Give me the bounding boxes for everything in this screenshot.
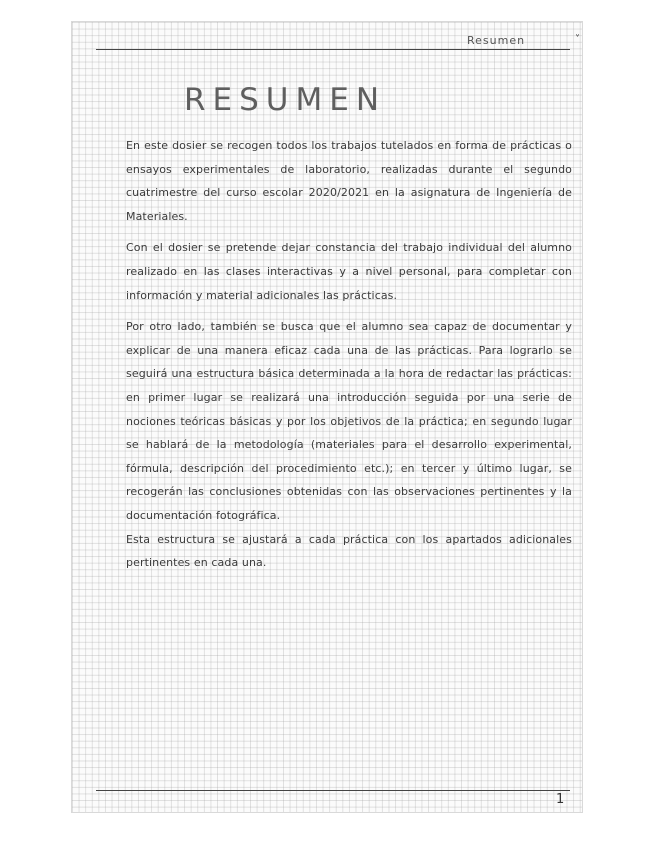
paragraph-intro: En este dosier se recogen todos los trabajos tutelados en forma de prácticas o ensayos experimentales de laboratorio, realizadas durante el segundo cuatrimestre del curso escolar 2020/2021 en la asignatura de Ingeniería de Materiales. [126,139,572,223]
body-text [126,134,572,575]
corner-mark: ˅ [575,34,580,45]
page-title: RESUMEN [184,82,387,118]
bottom-rule-line [96,790,570,791]
paragraph-purpose: Con el dosier se pretende dejar constancia del trabajo individual del alumno realizado en las clases interactivas y a nivel personal, para completar con información y material adicionales las prácticas. [126,241,572,302]
paragraph-structure: Por otro lado, también se busca que el alumno sea capaz de documentar y explicar de una manera eficaz cada una de las prácticas. Para lograrlo se seguirá una estructura básica determinada a la hora de redactar las prácticas: en primer lugar se realizará una introducción seguida por una serie de nociones teóricas básicas y por los objetivos de la práctica; en segundo lugar se hablará de la metodología (materiales para el desarrollo experimental, fórmula, descripción del procedimiento etc.); en tercer y último lugar, se recogerán las conclusiones obtenidas con las observaciones pertinentes y la documentación fotográfica. [126,320,572,522]
page-number: 1 [556,792,565,807]
paragraph-adjustment: Esta estructura se ajustará a cada práctica con los apartados adicionales pertinentes en cada una. [126,532,572,570]
section-header-label: Resumen [467,34,526,47]
top-rule-line [96,49,570,50]
